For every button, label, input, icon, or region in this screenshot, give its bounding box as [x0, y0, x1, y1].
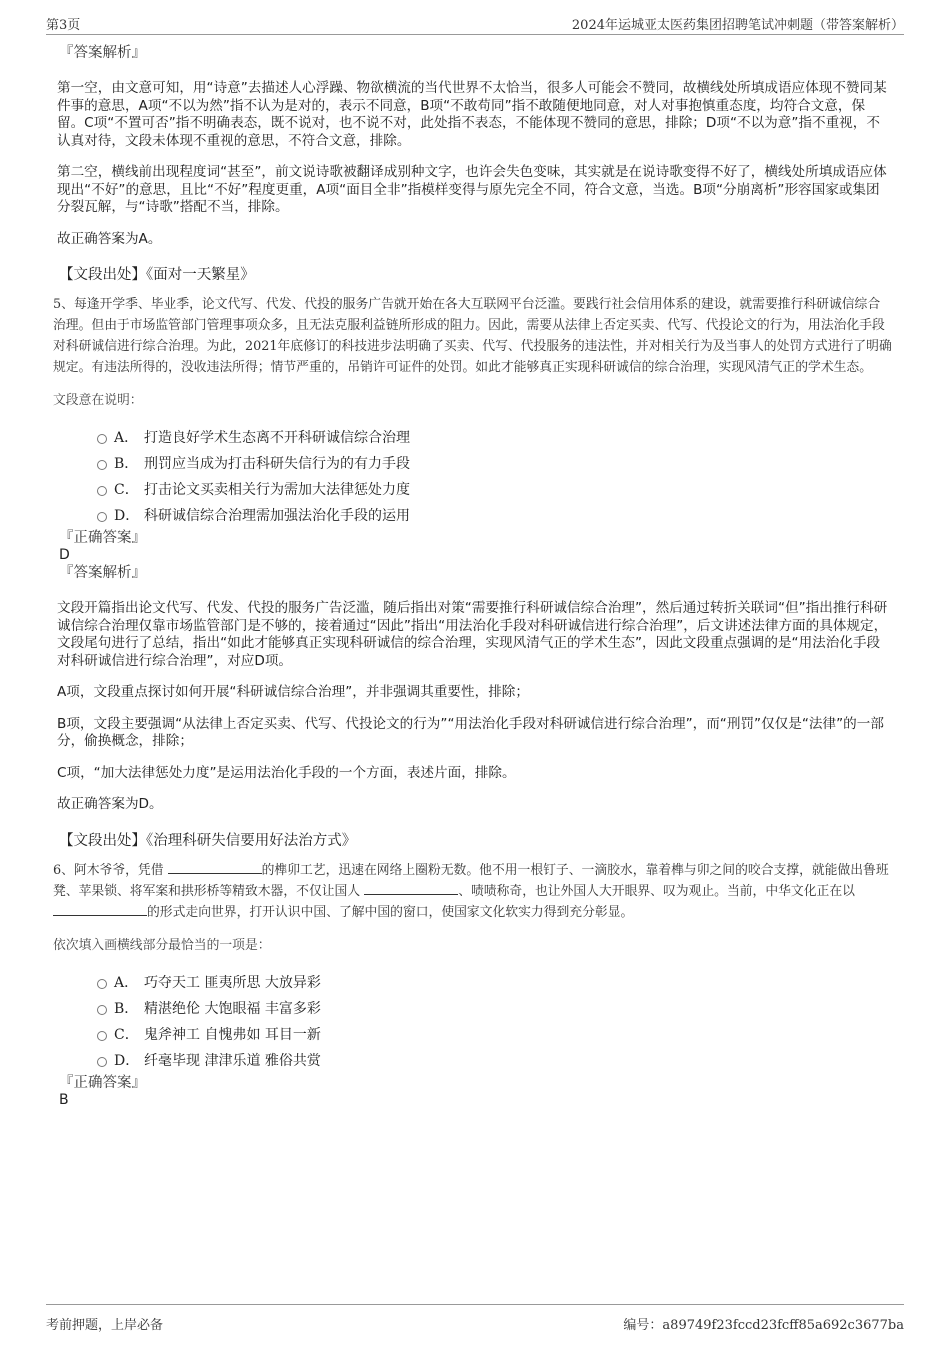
radio-button[interactable] [97, 979, 107, 989]
q6-answer-label: 『正确答案』 [59, 1074, 146, 1091]
option-b[interactable]: B． 精湛绝伦 大饱眼福 丰富多彩 [57, 996, 892, 1022]
q6-question-text: 6、阿木爷爷，凭借 的榫卯工艺，迅速在网络上圈粉无数。他不用一根钉子、一滴胶水，靠着榫与卯之间的咬合支撑，就能做出鲁班凳、苹果锁、将军案和拱形桥等精致木器，不仅让国人 、啧啧称奇，也让外国人大开眼界、叹为观止。当前，中华文化正在以 的形式走向世界，打开认识中国、了解中国的窗口，使国家文化软实力得到充分彰显。 [53, 862, 889, 920]
q5-prompt: 文段意在说明： [53, 393, 143, 408]
q5-analysis-paragraph: A项，文段重点探讨如何开展“科研诚信综合治理”，并非强调其重要性，排除； [57, 684, 529, 700]
radio-button[interactable] [97, 434, 107, 444]
option-c[interactable]: C． 鬼斧神工 自愧弗如 耳目一新 [57, 1022, 892, 1048]
q4-source: 【文段出处】《面对一天繁星》 [59, 267, 255, 283]
q5-source: 【文段出处】《治理科研失信要用好法治方式》 [59, 832, 357, 849]
radio-button[interactable] [97, 460, 107, 470]
q5-options [57, 425, 892, 529]
q5-question-text: 5、每逢开学季、毕业季，论文代写、代发、代投的服务广告就开始在各大互联网平台泛滥。要践行社会信用体系的建设，就需要推行科研诚信综合治理。但由于市场监管部门管理事项众多，且无法克服利益链所形成的阻力。因此，需要从法律上否定买卖、代写、代投论文的行为，用法治化手段对科研诚信进行综合治理。为此，2021年底修订的科技进步法明确了买卖、代写、代投服务的违法性，并对相关行为及当事人的处罚方式进行了明确规定。有违法所得的，没收违法所得；情节严重的，吊销许可证件的处罚。如此才能够真正实现科研诚信的综合治理，实现风清气正的学术生态。 [53, 297, 892, 375]
q5-answer-label: 『正确答案』 [59, 530, 146, 546]
radio-button[interactable] [97, 1057, 107, 1067]
q4-analysis-paragraph: 第二空，横线前出现程度词“甚至”，前文说诗歌被翻译成别种文字，也许会失色变味，其实就是在说诗歌变得不好了，横线处所填成语应体现出“不好”的意思，且比“不好”程度更重，A项“面目全非”指模样变得与原先完全不同，符合文意，当选。B项“分崩离析”形容国家或集团分裂瓦解，与“诗歌”搭配不当，排除。 [57, 164, 887, 215]
option-b[interactable]: B． 刑罚应当成为打击科研失信行为的有力手段 [57, 451, 892, 477]
q5-analysis-conclusion: 故正确答案为D。 [57, 796, 163, 812]
page-header [46, 12, 904, 35]
q5-analysis-paragraph: C项，“加大法律惩处力度”是运用法治化手段的一个方面，表述片面，排除。 [57, 764, 516, 781]
fill-blank [168, 861, 262, 874]
option-c[interactable]: C． 打击论文买卖相关行为需加大法律惩处力度 [57, 477, 892, 503]
radio-button[interactable] [97, 512, 107, 522]
page-footer [46, 1304, 904, 1335]
radio-button[interactable] [97, 1005, 107, 1015]
q5-answer: D [59, 547, 70, 563]
q6-prompt: 依次填入画横线部分最恰当的一项是： [53, 937, 271, 953]
page-number: 第3页 [46, 18, 81, 33]
option-d[interactable]: D． 纤毫毕现 津津乐道 雅俗共赏 [57, 1048, 892, 1074]
q5-analysis-label: 『答案解析』 [59, 565, 146, 581]
q6-answer: B [59, 1091, 69, 1108]
document-id: 编号：a89749f23fccd23fcff85a692c3677ba [623, 1318, 904, 1333]
footer-slogan: 考前押题，上岸必备 [46, 1318, 164, 1333]
document-title: 2024年运城亚太医药集团招聘笔试冲刺题（带答案解析） [571, 18, 904, 33]
fill-blank [53, 903, 147, 916]
option-a[interactable]: A． 巧夺天工 匪夷所思 大放异彩 [57, 970, 892, 996]
page-content [53, 44, 892, 1109]
radio-button[interactable] [97, 486, 107, 496]
fill-blank [364, 882, 458, 895]
radio-button[interactable] [97, 1031, 107, 1041]
option-d[interactable]: D． 科研诚信综合治理需加强法治化手段的运用 [57, 503, 892, 529]
q4-analysis-conclusion: 故正确答案为A。 [57, 230, 162, 247]
option-a[interactable]: A． 打造良好学术生态离不开科研诚信综合治理 [57, 425, 892, 451]
q4-analysis-paragraph: 第一空，由文意可知，用“诗意”去描述人心浮躁、物欲横流的当代世界不太恰当，很多人可能会不赞同，故横线处所填成语应体现不赞同某件事的意思，A项“不以为然”指不认为是对的，表示不同意，B项“不敢苟同”指不敢随便地同意，对人对事抱慎重态度，均符合文意，保留。C项“不置可否”指不明确表态，既不说对，也不说不对，此处指不表态，不能体现不赞同的意思，排除；D项“不以为意”指不重视，不认真对待，文段未体现不重视的意思，不符合文意，排除。 [57, 80, 887, 149]
q5-analysis-paragraph: 文段开篇指出论文代写、代发、代投的服务广告泛滥，随后指出对策“需要推行科研诚信综合治理”，然后通过转折关联词“但”指出推行科研诚信综合治理仅靠市场监管部门是不够的，接着通过“因此”指出“用法治化手段对科研诚信进行综合治理”，后文讲述法律方面的具体规定，文段尾句进行了总结，指出“如此才能够真正实现科研诚信的综合治理，实现风清气正的学术生态”，因此文段重点强调的是“用法治化手段对科研诚信进行综合治理”，对应D项。 [57, 600, 888, 669]
q5-analysis-paragraph: B项，文段主要强调“从法律上否定买卖、代写、代投论文的行为”“用法治化手段对科研诚信进行综合治理”，而“刑罚”仅仅是“法律”的一部分，偷换概念，排除； [57, 715, 884, 749]
q6-options [57, 970, 892, 1074]
q4-analysis-label: 『答案解析』 [59, 45, 146, 61]
